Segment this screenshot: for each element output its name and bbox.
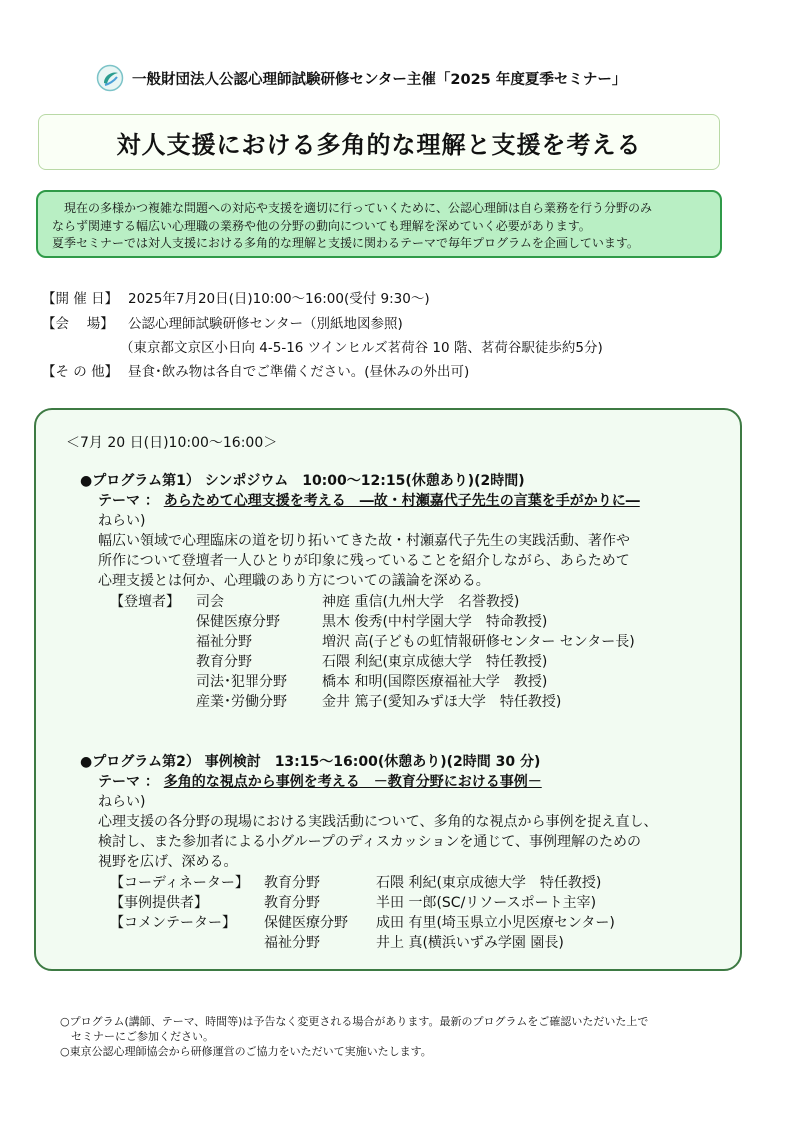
role-field: 福祉分野 [264,935,320,951]
page-title: 対人支援における多角的な理解と支援を考える [116,130,642,159]
header [96,62,736,94]
title-box [38,114,720,170]
info-value: 2025年7月20日(日)10:00～16:00(受付 9:30～) [128,291,430,307]
footnote-line: セミナーにご参加ください。 [60,1030,214,1043]
info-value: 公認心理師試験研修センター（別紙地図参照) [128,316,403,332]
theme-label: テーマ ： [98,493,159,509]
info-value: 昼食･飲み物は各自でご準備ください。(昼休みの外出可) [128,364,470,380]
info-label: 【そ の 他】 [42,364,119,380]
program1-heading: ●プログラム第1） シンポジウム 10:00～12:15(休憩あり)(2時間) [80,473,525,489]
speaker-field: 福祉分野 [196,634,252,650]
role-person: 成田 有里(埼玉県立小児医療センター) [376,915,615,931]
role-person: 石隈 利紀(東京成徳大学 特任教授) [376,875,602,891]
organization-logo [96,64,124,92]
intro-line: 夏季セミナーでは対人支援における多角的な理解と支援に関わるテーマで毎年プログラムを企画しています。 [52,236,639,250]
role-label: 【事例提供者】 [110,895,208,911]
aim-line: 所作について登壇者一人ひとりが印象に残っていることを紹介しながら、あらためて [98,553,630,569]
speaker-field: 保健医療分野 [196,614,280,630]
speaker-person: 金井 篤子(愛知みずほ大学 特任教授) [322,694,562,710]
speakers-label: 【登壇者】 [110,594,180,610]
footnotes [60,1014,648,1059]
speaker-field: 司法･犯罪分野 [196,674,287,690]
info-label: 【会 場】 [42,316,114,332]
role-label: 【コーディネーター】 [110,875,249,891]
aim-line: 心理支援とは何か、心理職のあり方についての議論を深める。 [98,573,490,589]
schedule-panel [34,408,742,971]
speaker-person: 石隈 利紀(東京成徳大学 特任教授) [322,654,548,670]
speaker-field: 司会 [196,594,224,610]
theme-value: 多角的な視点から事例を考える －教育分野における事例－ [163,774,542,790]
speaker-person: 増沢 高(子どもの虹情報研修センター センター長) [322,634,635,650]
info-label: 【開 催 日】 [42,291,119,307]
info-date [42,287,430,307]
speaker-person: 橋本 和明(国際医療福祉大学 教授) [322,674,548,690]
day-heading: ＜7月 20 日(日)10:00～16:00＞ [66,435,278,451]
theme-value: あらためて心理支援を考える ―故・村瀬嘉代子先生の言葉を手がかりに― [163,493,640,509]
role-field: 教育分野 [264,875,320,891]
footnote-line: ○プログラム(講師、テーマ、時間等)は予告なく変更される場合があります。最新のプログラムをご確認いただいた上で [60,1015,649,1028]
aim-line: 検討し、また参加者による小グループのディスカッションを通じて、事例理解のための [98,834,642,850]
intro-line: ならず関連する幅広い心理職の業務や他の分野の動向についても理解を深めていく必要があります。 [52,218,591,233]
organizer-text: 一般財団法人公認心理師試験研修センター主催「2025 年度夏季セミナー」 [132,71,627,88]
aim-line: 心理支援の各分野の現場における実践活動について、多角的な視点から事例を捉え直し、 [98,814,658,830]
role-person: 井上 真(横浜いずみ学園 園長) [376,935,564,951]
speaker-person: 黒木 俊秀(中村学園大学 特命教授) [322,614,548,630]
speaker-person: 神庭 重信(九州大学 名誉教授) [322,594,520,610]
aim-line: 視野を広げ、深める。 [98,854,238,870]
theme-label: テーマ ： [98,774,159,790]
program2-theme [98,773,542,792]
program2-heading: ●プログラム第2） 事例検討 13:15～16:00(休憩あり)(2時間 30 分) [80,754,541,770]
role-label: 【コメンテーター】 [110,915,236,931]
role-field: 教育分野 [264,895,320,911]
intro-line: 現在の多様かつ複雑な問題への対応や支援を適切に行っていくために、公認心理師は自ら業務を行う分野のみ [64,201,653,215]
aim-label: ねらい) [98,513,146,529]
role-field: 保健医療分野 [264,915,348,931]
speaker-field: 教育分野 [196,654,252,670]
footnote-line: ○東京公認心理師協会から研修運営のご協力をいただいて実施いたします。 [60,1045,432,1058]
speaker-field: 産業･労働分野 [196,694,287,710]
aim-label: ねらい) [98,794,146,810]
info-other [42,360,469,380]
info-venue-address: （東京都文京区小日向 4-5-16 ツインヒルズ茗荷谷 10 階、茗荷谷駅徒歩約5分) [120,340,603,356]
aim-line: 幅広い領域で心理臨床の道を切り拓いてきた故・村瀬嘉代子先生の実践活動、著作や [98,533,630,549]
role-person: 半田 一郎(SC/リソースポート主宰) [376,895,597,911]
info-venue [42,312,403,332]
intro-box [36,190,722,258]
program1-theme [98,492,640,511]
